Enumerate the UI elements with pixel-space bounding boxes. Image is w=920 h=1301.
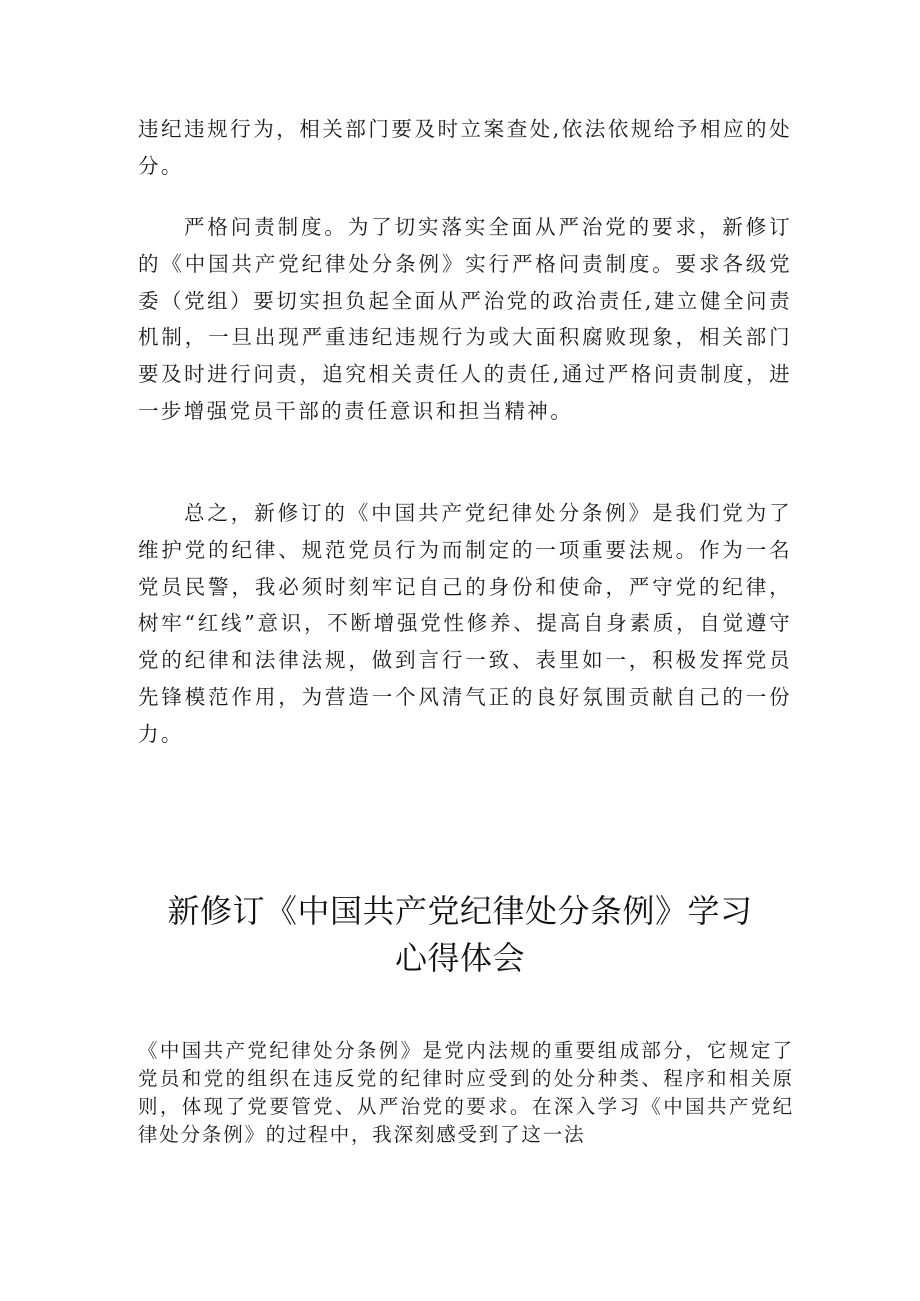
conclusion-paragraph: 总之，新修订的《中国共产党纪律处分条例》是我们党为了维护党的纪律、规范党员行为而制定的一项重要法规。作为一名党员民警，我必须时刻牢记自己的身份和使命，严守党的纪律，树牢“红线”意识，不断增强党性修养、提高自身素质，自觉遵守党的纪律和法律法规，做到言行一致、表里如一，积极发挥党员先锋模范作用，为营造一个风清气正的良好氛围贡献自己的一份力。 [138,501,792,746]
continuation-paragraph: 违纪违规行为，相关部门要及时立案查处,依法依规给予相应的处分。 [138,117,792,178]
article-title-line-2: 心得体会 [394,939,525,977]
accountability-paragraph: 严格问责制度。为了切实落实全面从严治党的要求，新修订的《中国共产党纪律处分条例》实行严格问责制度。要求各级党委（党组）要切实担负起全面从严治党的政治责任,建立健全问责机制，一旦出现严重违纪违规行为或大面积腐败现象，相关部门要及时进行问责，追究相关责任人的责任,通过严格问责制度，进一步增强党员干部的责任意识和担当精神。 [138,215,792,423]
article-title [110,888,810,982]
intro-paragraph: 《中国共产党纪律处分条例》是党内法规的重要组成部分，它规定了党员和党的组织在违反党的纪律时应受到的处分种类、程序和相关原则，体现了党要管党、从严治党的要求。在深入学习《中国共产党纪律处分条例》的过程中，我深刻感受到了这一法 [138,1039,794,1146]
article-title-line-1: 新修订《中国共产党纪律处分条例》学习 [167,892,753,930]
